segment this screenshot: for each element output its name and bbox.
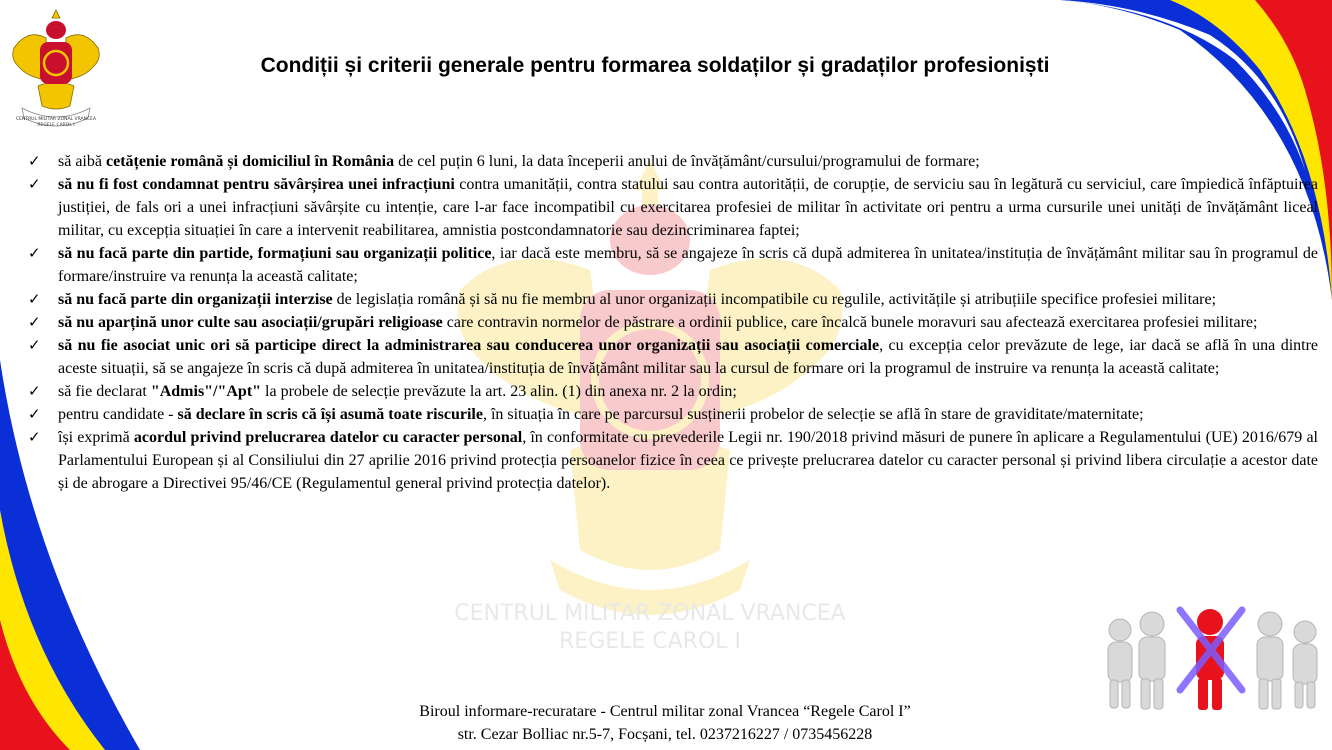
criteria-item	[28, 150, 1318, 173]
eagle-crest-icon	[10, 8, 102, 133]
criteria-text: la probele de selecție prevăzute la art. 23 alin. (1) din anexa nr. 2 la ordin;	[261, 383, 737, 400]
criteria-text: , iar dacă este membru, să se angajeze în scris că după admiterea în unitatea/instituția de învățământ militar sau în programul de formare/instruire va renunța la această calitate;	[58, 245, 1319, 285]
criteria-text: să fie declarat	[58, 383, 151, 400]
criteria-item	[28, 426, 1318, 495]
criteria-text: pentru candidate -	[58, 406, 178, 423]
criteria-text-bold: să nu facă parte din organizații interzise	[58, 291, 333, 308]
criteria-text: , în situația în care pe parcursul susținerii probelor de selecție se află în stare de graviditate/maternitate;	[482, 406, 1144, 423]
criteria-item	[28, 334, 1318, 380]
footer	[300, 700, 1030, 746]
criteria-text: de cel puțin 6 luni, la data începerii anului de învățământ/cursului/programului de formare;	[394, 153, 980, 170]
checkmark-icon: ✓	[28, 313, 41, 331]
watermark-text-1: CENTRUL MILITAR ZONAL VRANCEA	[454, 601, 846, 626]
crest-text-1: CENTRUL MILITAR ZONAL VRANCEA	[15, 117, 97, 122]
criteria-text-bold: să nu aparțină unor culte sau asociații/grupări religioase	[58, 314, 443, 331]
criteria-item	[28, 380, 1318, 403]
criteria-text-bold: să nu facă parte din partide, formațiuni sau organizații politice	[58, 245, 492, 262]
criteria-item	[28, 242, 1318, 288]
checkmark-icon: ✓	[28, 152, 41, 170]
checkmark-icon: ✓	[28, 244, 41, 262]
criteria-list	[28, 150, 1318, 495]
criteria-item	[28, 311, 1318, 334]
criteria-text-bold: să nu fie asociat unic ori să participe direct la administrarea sau conducerea unor organizații sau asociații comerciale	[58, 337, 880, 354]
footer-line-1: Biroul informare-recuratare - Centrul militar zonal Vrancea “Regele Carol I”	[419, 703, 911, 720]
checkmark-icon: ✓	[28, 336, 41, 354]
criteria-item	[28, 288, 1318, 311]
watermark-text-2: REGELE CAROL I	[558, 629, 742, 654]
checkmark-icon: ✓	[28, 428, 41, 446]
criteria-text: , cu excepția celor prevăzute de lege, iar dacă se află în una dintre aceste situații, să se angajeze în scris că după admiterea în unitatea/instituția de învățământ militar sau la cursul de formare ori la programul de instruire va renunța la această calitate;	[58, 337, 1319, 377]
checkmark-icon: ✓	[28, 405, 41, 423]
criteria-text: care contravin normelor de păstrare a ordinii publice, care încalcă bunele moravuri sau afectează exercitarea profesiei militare;	[442, 314, 1258, 331]
criteria-text: contra umanității, contra statului sau contra autorității, de corupție, de serviciu sau în legătură cu serviciul, care împiedică înfăptuirea justiției, de fals ori a unei infracțiuni săvârșite cu intenție, care l-ar face incompatibil cu exercitarea profesiei de militar în activitate ori pentru a urma cursurile unei unități de învățământ liceal militar, cu excepția situației în care a intervenit reabilitarea, amnistia postcondamnatorie sau dezincriminarea faptei;	[58, 176, 1318, 239]
criteria-item	[28, 173, 1318, 242]
checkmark-icon: ✓	[28, 175, 41, 193]
people-group-rejected-icon	[1100, 600, 1332, 712]
footer-line-2: str. Cezar Bolliac nr.5-7, Focșani, tel. 0237216227 / 0735456228	[457, 726, 873, 743]
criteria-text-bold: să declare în scris că își asumă toate riscurile	[177, 406, 483, 423]
crest-text-2: REGELE CAROL I	[37, 123, 75, 128]
criteria-text: să aibă	[58, 153, 106, 170]
criteria-text: de legislația română și să nu fie membru al unor organizații incompatibile cu regulile, activitățile și atribuțiile specifice profesiei militare;	[332, 291, 1217, 308]
checkmark-icon: ✓	[28, 290, 41, 308]
criteria-item	[28, 403, 1318, 426]
page-title: Condiții și criterii generale pentru formarea soldaților și gradaților profesioniști	[260, 54, 1050, 77]
checkmark-icon: ✓	[28, 382, 41, 400]
criteria-text: își exprimă	[58, 429, 134, 446]
criteria-text: , în conformitate cu prevederile Legii nr. 190/2018 privind măsuri de punere în aplicare a Regulamentului (UE) 2016/679 al Parlamentului European și al Consiliului din 27 aprilie 2016 privind protecția persoanelor fizice în ceea ce privește prelucrarea datelor cu caracter personal și privind libera circulație a acestor date și de abrogare a Directivei 95/46/CE (Regulamentul general privind protecția datelor).	[58, 429, 1319, 492]
criteria-text-bold: să nu fi fost condamnat pentru săvârșirea unei infracțiuni	[58, 176, 455, 193]
criteria-text-bold: acordul privind prelucrarea datelor cu caracter personal	[133, 429, 523, 446]
criteria-text-bold: "Admis"/"Apt"	[150, 383, 262, 400]
criteria-text-bold: cetățenie română și domiciliul în România	[105, 153, 395, 170]
